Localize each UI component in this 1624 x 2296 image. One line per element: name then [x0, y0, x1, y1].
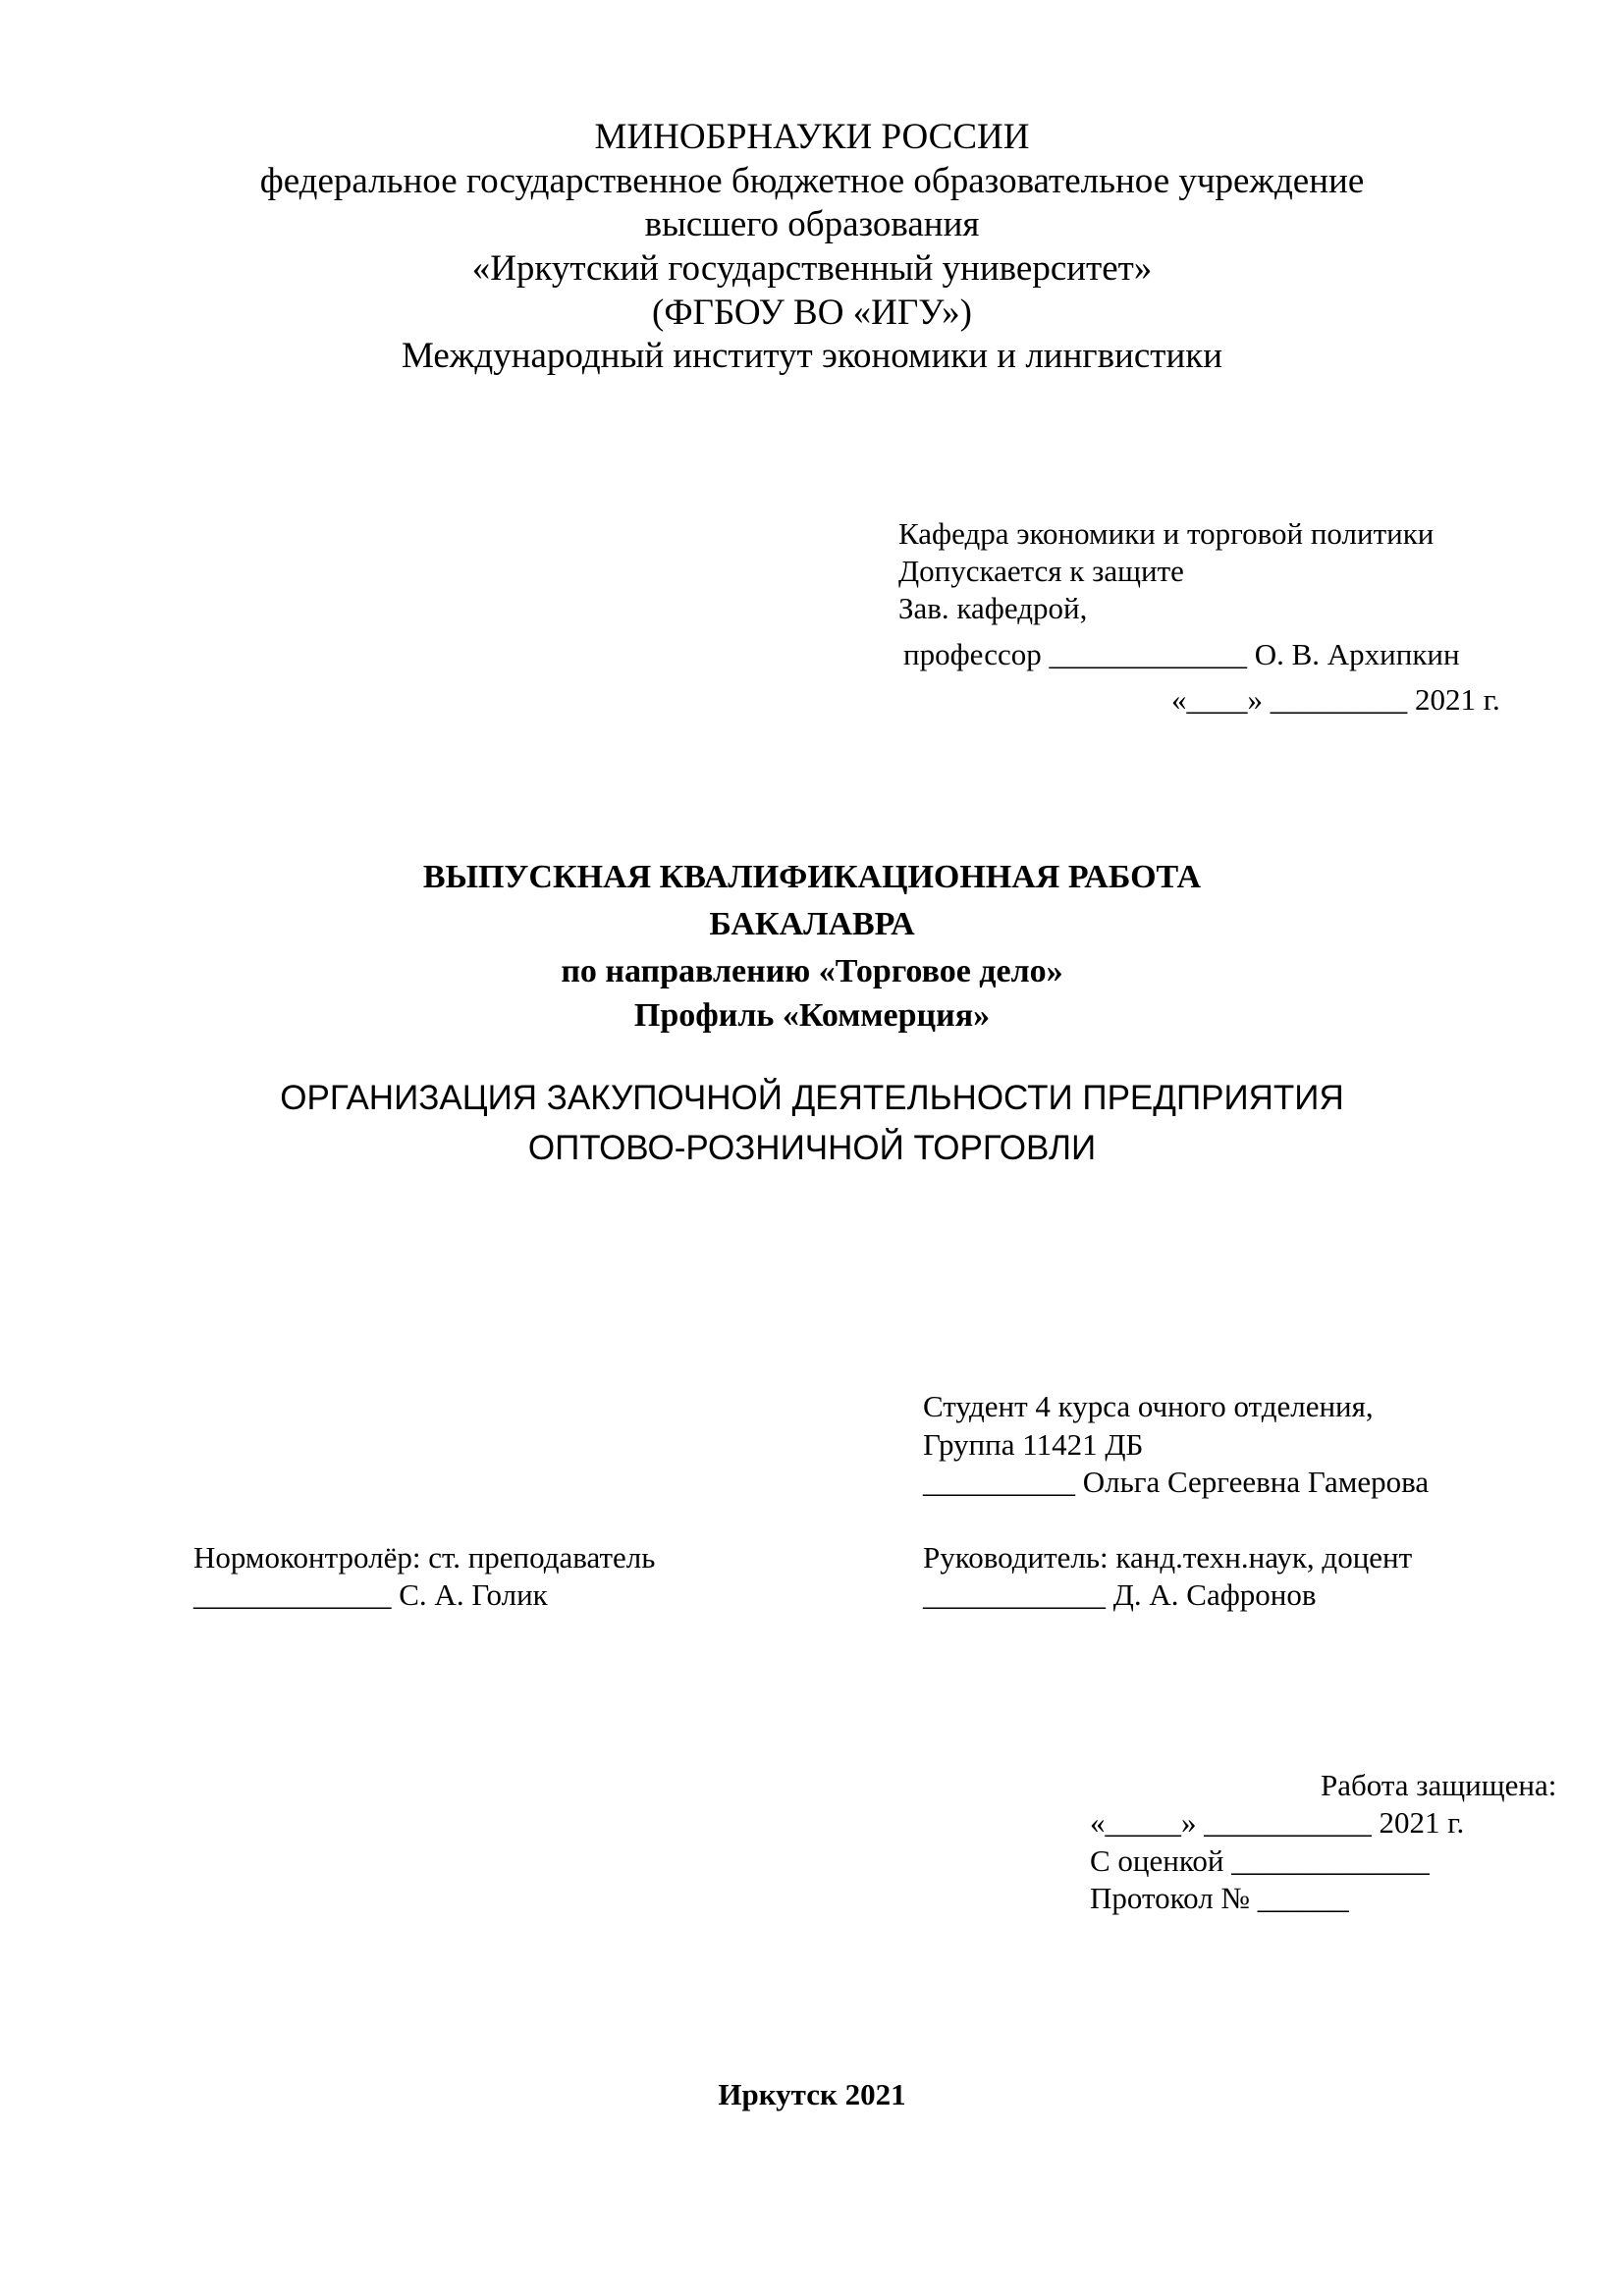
- education-level-line: высшего образования: [644, 204, 980, 244]
- normcontroller-line-1: Нормоконтролёр: ст. преподаватель: [193, 1540, 656, 1575]
- supervisor-signature-line: ____________ Д. А. Сафронов: [923, 1577, 1317, 1612]
- supervisor-line-1: Руководитель: канд.техн.наук, доцент: [923, 1540, 1413, 1575]
- professor-signature-line: профессор _____________ О. В. Архипкин: [903, 637, 1460, 671]
- topic-line-2: ОПТОВО-РОЗНИЧНОЙ ТОРГОВЛИ: [527, 1129, 1097, 1167]
- student-line-1: Студент 4 курса очного отделения,: [923, 1389, 1374, 1423]
- head-line: Зав. кафедрой,: [898, 591, 1088, 625]
- title-line-2: БАКАЛАВРА: [709, 906, 915, 942]
- student-signature-line: __________ Ольга Сергеевна Гамерова: [923, 1465, 1430, 1499]
- title-line-3: по направлению «Торговое дело»: [561, 953, 1063, 989]
- city-year: Иркутск 2021: [718, 2077, 906, 2111]
- defense-line-1: Работа защищена:: [1321, 1768, 1557, 1802]
- defense-date-line: «_____» ___________ 2021 г.: [1090, 1805, 1465, 1840]
- defense-grade-line: С оценкой _____________: [1090, 1843, 1430, 1878]
- university-line: «Иркутский государственный университет»: [471, 248, 1153, 289]
- student-line-2: Группа 11421 ДБ: [923, 1427, 1144, 1462]
- institution-type-line: федеральное государственное бюджетное образовательное учреждение: [259, 161, 1365, 201]
- normcontroller-signature-line: _____________ С. А. Голик: [193, 1577, 548, 1612]
- abbreviation-line: (ФГБОУ ВО «ИГУ»): [652, 293, 972, 333]
- title-line-1: ВЫПУСКНАЯ КВАЛИФИКАЦИОННАЯ РАБОТА: [422, 859, 1202, 895]
- department-line: Кафедра экономики и торговой политики: [898, 516, 1435, 551]
- title-line-4: Профиль «Коммерция»: [633, 997, 991, 1034]
- admitted-line: Допускается к защите: [898, 554, 1184, 588]
- ministry-line: МИНОБРНАУКИ РОССИИ: [594, 117, 1030, 157]
- approval-date-line: «____» _________ 2021 г.: [1171, 682, 1500, 717]
- defense-protocol-line: Протокол № ______: [1090, 1881, 1349, 1915]
- institute-line: Международный институт экономики и лингвистики: [401, 336, 1223, 376]
- topic-line-1: ОРГАНИЗАЦИЯ ЗАКУПОЧНОЙ ДЕЯТЕЛЬНОСТИ ПРЕДПРИЯТИЯ: [280, 1079, 1344, 1117]
